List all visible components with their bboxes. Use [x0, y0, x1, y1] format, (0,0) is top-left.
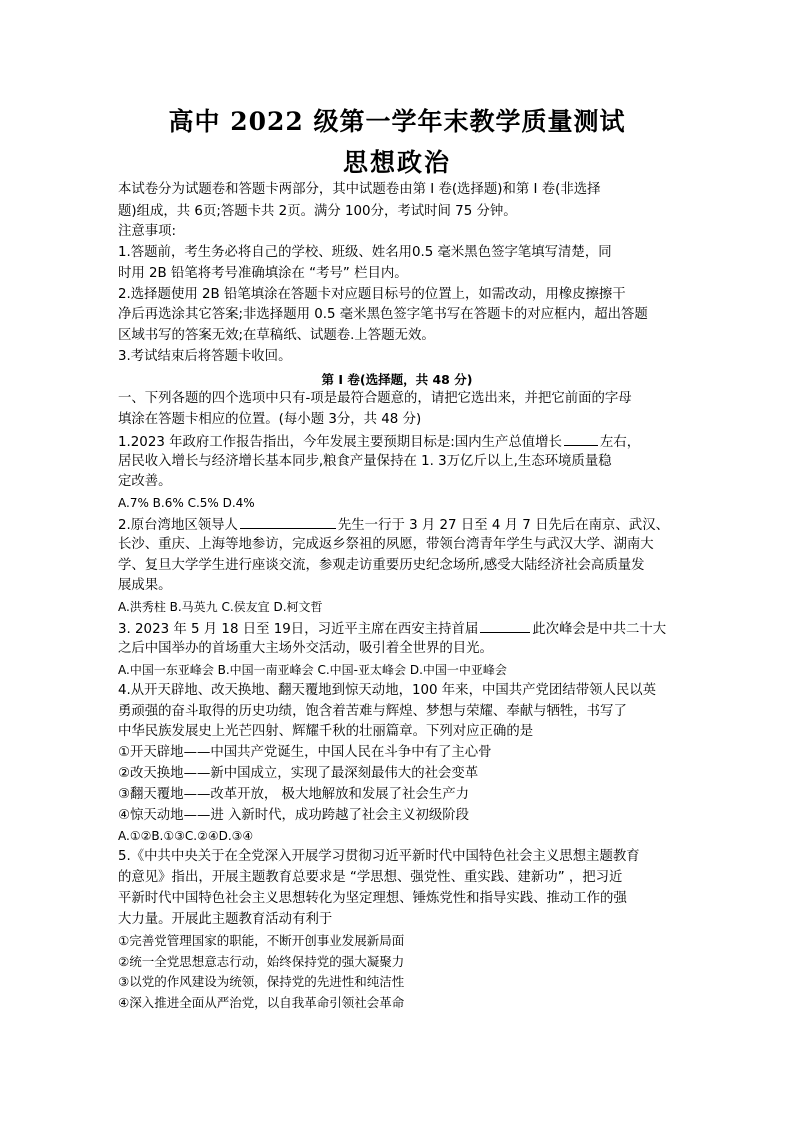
question-line: 的意见》指出，开展主题教育总要求是 “学思想、强党性、重实践、建新功” ，把习近: [118, 870, 623, 885]
question-item: ②统一全党思想意志行动，始终保持党的强大凝聚力: [118, 954, 405, 969]
question-item: ④惊天动地——进 入新时代，成功跨越了社会主义初级阶段: [118, 808, 470, 823]
question-line: 定改善。: [118, 474, 172, 489]
answer-blank: [480, 619, 530, 633]
question-line: 展成果。: [118, 578, 172, 593]
note-line: 3.考试结束后将答题卡收回。: [118, 349, 292, 364]
intro-line: 题)组成，共 6页;答题卡共 2页。满分 100分，考试时间 75 分钟。: [118, 204, 517, 219]
question-text: 3. 2023 年 5 月 18 日至 19日，习近平主席在西安主持首届: [118, 622, 479, 637]
question-item: ②改天换地——新中国成立，实现了最深刻最伟大的社会变革: [118, 766, 479, 781]
note-line: 时用 2B 铅笔将考号准确填涂在 “考号” 栏目内。: [118, 266, 408, 281]
intro-line: 本试卷分为试题卷和答题卡两部分，其中试题卷由第 I 卷(选择题)和第 I 卷(非选择: [118, 182, 601, 197]
question-item: ④深入推进全面从严治党，以自我革命引领社会革命: [118, 995, 405, 1010]
question-line: 大力量。开展此主题教育活动有利于: [118, 912, 333, 927]
question-1: [118, 432, 640, 452]
directions-line: 填涂在答题卡相应的位置。(每小题 3分，共 48 分): [118, 412, 422, 427]
question-line: 长沙、重庆、上海等地参访，完成返乡祭祖的夙愿，带领台湾青年学生与武汉大学、湖南大: [118, 537, 654, 552]
question-line: 5.《中共中央关于在全党深入开展学习贯彻习近平新时代中国特色社会主义思想主题教育: [118, 849, 640, 864]
exam-title: 高中 2022 级第一学年末教学质量测试: [168, 107, 626, 136]
question-options: A.7% B.6% C.5% D.4%: [118, 496, 255, 510]
question-text: 左右，: [599, 435, 641, 450]
question-item: ①完善党管理国家的职能，不断开创事业发展新局面: [118, 933, 405, 948]
directions-line: 一、下列各题的四个选项中只有-项是最符合题意的，请把它选出来，并把它前面的字母: [118, 391, 632, 406]
note-line: 2.选择题使用 2B 铅笔填涂在答题卡对应题目标号的位置上，如需改动，用橡皮擦擦干: [118, 287, 626, 302]
answer-blank: [564, 432, 598, 446]
question-line: 中华民族发展史上光芒四射、辉耀千秋的壮丽篇章。下列对应正确的是: [118, 724, 534, 739]
question-text: 1.2023 年政府工作报告指出，今年发展主要预期目标是:国内生产总值增长: [118, 435, 562, 450]
question-item: ①开天辟地——中国共产党诞生，中国人民在斗争中有了主心骨: [118, 745, 492, 760]
question-options: A.洪秀柱 B.马英九 C.侯友宜 D.柯文哲: [118, 600, 323, 614]
question-line: 居民收入增长与经济增长基本同步,粮食产量保持在 1. 3万亿斤以上,生态环境质量稳: [118, 454, 612, 469]
question-text: 2.原台湾地区领导人: [118, 518, 238, 533]
question-2: [118, 515, 669, 535]
note-line: 区域书写的答案无效;在草稿纸、试题卷.上答题无效。: [118, 328, 435, 343]
question-options: A.中国一东亚峰会 B.中国一南亚峰会 C.中国-亚太峰会 D.中国一中亚峰会: [118, 663, 507, 677]
question-item: ③翻天覆地——改革开放， 极大地解放和发展了社会生产力: [118, 787, 470, 802]
question-line: 平新时代中国特色社会主义思想转化为坚定理想、锤炼党性和指导实践、推动工作的强: [118, 891, 627, 906]
note-line: 1.答题前，考生务必将自己的学校、班级、姓名用0.5 毫米黑色签字笔填写清楚，同: [118, 245, 612, 260]
question-line: 勇顽强的奋斗取得的历史功绩，饱含着苦难与辉煌、梦想与荣耀、奉献与牺牲，书写了: [118, 704, 627, 719]
question-line: 4.从开天辟地、改天换地、翻天覆地到惊天动地，100 年来，中国共产党团结带领人民以英: [118, 683, 657, 698]
notes-label: 注意事项:: [118, 224, 177, 239]
question-line: 之后中国举办的首场重大主场外交活动，吸引着全世界的目光。: [118, 641, 493, 656]
answer-blank: [240, 515, 336, 529]
question-options: A.①②B.①③C.②④D.③④: [118, 829, 254, 843]
exam-subject: 思想政治: [342, 148, 451, 177]
question-line: 学、复旦大学学生进行座谈交流，参观走访重要历史纪念场所,感受大陆经济社会高质量发: [118, 558, 645, 573]
question-text: 此次峰会是中共二十大: [532, 622, 667, 637]
note-line: 净后再选涂其它答案;非选择题用 0.5 毫米黑色签字笔书写在答题卡的对应框内，超出答题: [118, 307, 648, 322]
question-item: ③以党的作风建设为统领，保持党的先进性和纯洁性: [118, 974, 405, 989]
question-3: [118, 619, 666, 639]
section-heading: 第 I 卷(选择题，共 48 分): [321, 372, 473, 387]
question-text: 先生一行于 3 月 27 日至 4 月 7 日先后在南京、武汉、: [337, 518, 669, 533]
